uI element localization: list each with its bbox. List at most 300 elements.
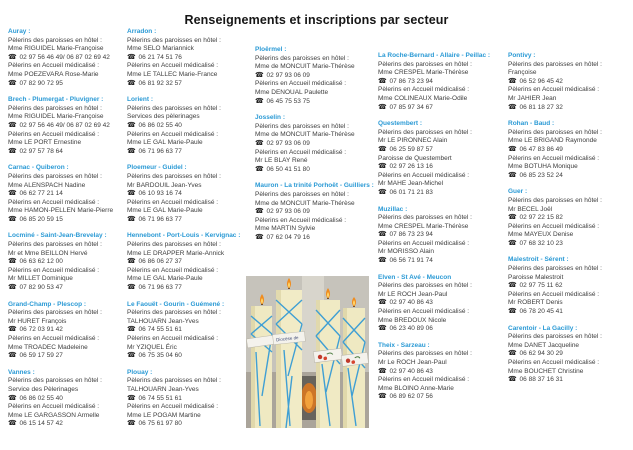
- phone-icon: ☎: [127, 394, 136, 402]
- phone-line: [255, 208, 371, 217]
- info-line: Mme RIGUIDEL Marie-Françoise: [8, 45, 104, 53]
- info-line: Pèlerins des paroisses en hôtel :: [378, 282, 472, 290]
- phone-line: [255, 234, 371, 243]
- info-line: Pèlerins en Accueil médicalisé :: [127, 266, 219, 274]
- phone-number: 06 85 23 52 24: [517, 171, 563, 179]
- info-line: Mme CRESPEL Marie-Thérèse: [378, 222, 469, 230]
- phone-icon: ☎: [8, 79, 17, 87]
- info-line: Pèlerins des paroisses en hôtel :: [127, 172, 221, 180]
- info-line: Pèlerins des paroisses en hôtel :: [8, 309, 102, 317]
- phone-icon: ☎: [508, 308, 517, 316]
- phone-icon: ☎: [255, 233, 264, 241]
- phone-number: 06 86 02 55 40: [17, 394, 63, 402]
- info-line: Pèlerins des paroisses en hôtel :: [378, 60, 472, 68]
- phone-line: [508, 78, 630, 87]
- info-line: Pèlerins en Accueil médicalisé :: [8, 198, 100, 206]
- phone-number: 02 97 57 78 64: [17, 147, 63, 155]
- phone-icon: ☎: [255, 71, 264, 79]
- info-line: Mme BOUCHET Christine: [508, 367, 584, 375]
- info-line: Mr BECEL Joël: [508, 205, 553, 213]
- phone-line: [508, 240, 630, 249]
- phone-line: [378, 368, 503, 377]
- info-line: Mr MILLET Dominique: [8, 275, 73, 283]
- phone-number: 02 97 93 06 09: [264, 208, 310, 216]
- info-line: Pèlerins en Accueil médicalisé :: [8, 266, 100, 274]
- sector-section: [255, 182, 374, 242]
- phone-line: [378, 325, 503, 334]
- sector-heading: Carnac - Quiberon :: [8, 164, 69, 172]
- phone-line: [378, 163, 503, 172]
- sector-section: [8, 232, 124, 292]
- phone-icon: ☎: [378, 231, 387, 239]
- info-line: Pèlerins des paroisses en hôtel :: [8, 104, 102, 112]
- info-line: Mme POEZEVARA Rose-Marie: [8, 70, 99, 78]
- info-line: Pèlerins en Accueil médicalisé :: [8, 403, 100, 411]
- info-line: Mr LE BLAY René: [255, 157, 308, 165]
- info-line: Pèlerins des paroisses en hôtel :: [255, 54, 349, 62]
- info-line: Mme TROADEC Madeleine: [8, 343, 88, 351]
- sector-heading: Lorient :: [127, 96, 153, 104]
- info-line: Mr LE ROCH Jean-Paul: [378, 290, 448, 298]
- info-line: Pèlerins en Accueil médicalisé :: [255, 148, 347, 156]
- phone-number: 06 62 77 21 14: [17, 190, 63, 198]
- candles-photo: [246, 276, 369, 428]
- info-line: Pèlerins en Accueil médicalisé :: [378, 376, 470, 384]
- info-line: Françoise: [508, 69, 537, 77]
- sector-section: [378, 206, 503, 266]
- column-5: [508, 52, 630, 393]
- phone-number: 06 25 59 87 57: [387, 145, 433, 153]
- info-line: Pèlerins des paroisses en hôtel :: [127, 309, 221, 317]
- phone-number: 02 97 26 13 16: [387, 163, 433, 171]
- phone-number: 06 47 83 86 49: [517, 145, 563, 153]
- phone-icon: ☎: [508, 376, 517, 384]
- phone-number: 06 45 75 53 75: [264, 97, 310, 105]
- info-line: Pèlerins en Accueil médicalisé :: [255, 216, 347, 224]
- phone-icon: ☎: [127, 215, 136, 223]
- phone-icon: ☎: [8, 147, 17, 155]
- sector-section: [127, 232, 246, 292]
- phone-line: [255, 72, 371, 81]
- phone-number: 06 74 55 51 61: [136, 394, 182, 402]
- sector-section: [127, 301, 246, 361]
- phone-number: 06 88 37 16 31: [517, 376, 563, 384]
- sector-section: [127, 369, 246, 429]
- phone-number: 06 62 94 30 29: [517, 350, 563, 358]
- sector-heading: Rohan - Baud :: [508, 120, 555, 128]
- phone-icon: ☎: [127, 420, 136, 428]
- sector-section: [255, 114, 371, 174]
- phone-icon: ☎: [508, 103, 517, 111]
- phone-icon: ☎: [8, 420, 17, 428]
- info-line: Pèlerins en Accueil médicalisé :: [508, 359, 600, 366]
- phone-line: [8, 395, 124, 404]
- info-line: Mme de MONCUIT Marie-Thérèse: [255, 63, 355, 71]
- sector-section: [508, 256, 630, 316]
- phone-line: [378, 299, 503, 308]
- phone-icon: ☎: [378, 257, 387, 265]
- info-line: Pèlerins des paroisses en hôtel :: [127, 36, 221, 44]
- phone-line: [8, 326, 124, 335]
- sector-section: [378, 52, 503, 112]
- info-line: TALHOUARN Jean-Yves: [127, 317, 199, 325]
- info-line: Pèlerins en Accueil médicalisé :: [127, 130, 219, 138]
- phone-number: 07 68 32 10 23: [517, 239, 563, 247]
- sector-section: [508, 52, 630, 112]
- phone-line: [8, 122, 124, 131]
- info-line: Mme LE DRAPPER Marie-Annick: [127, 249, 225, 257]
- phone-number: 06 01 71 21 83: [387, 188, 433, 196]
- sector-heading: Josselin :: [255, 114, 285, 122]
- info-line: Mr MORISSO Alain: [378, 248, 434, 256]
- info-line: Mr YZIQUEL Éric: [127, 343, 177, 351]
- phone-number: 06 72 03 91 42: [17, 326, 63, 334]
- sector-section: [508, 120, 630, 180]
- phone-icon: ☎: [127, 147, 136, 155]
- phone-icon: ☎: [8, 258, 17, 266]
- phone-icon: ☎: [378, 163, 387, 171]
- info-line: Mme MAYEUX Denise: [508, 231, 574, 239]
- phone-number: 07 86 73 23 94: [387, 231, 433, 239]
- phone-icon: ☎: [127, 53, 136, 61]
- phone-icon: ☎: [508, 350, 517, 358]
- info-line: Pèlerins des paroisses en hôtel :: [255, 122, 349, 130]
- phone-icon: ☎: [8, 326, 17, 334]
- info-line: Mme LE GAL Marie-Paule: [127, 139, 203, 147]
- phone-line: [127, 284, 246, 293]
- info-line: Pèlerins des paroisses en hôtel :: [8, 377, 102, 385]
- phone-line: [378, 104, 503, 113]
- phone-line: [255, 166, 371, 175]
- phone-icon: ☎: [8, 53, 17, 61]
- info-line: Mme LE TALLEC Marie-France: [127, 70, 218, 78]
- sector-heading: Ploemeur - Guidel :: [127, 164, 187, 172]
- column-1: [8, 28, 124, 437]
- phone-number: 02 97 22 15 82: [517, 214, 563, 222]
- phone-number: 06 81 92 32 57: [136, 79, 182, 87]
- phone-icon: ☎: [378, 77, 387, 85]
- phone-number: 06 15 14 57 42: [17, 420, 63, 428]
- phone-number: 02 97 75 11 62: [517, 282, 563, 290]
- phone-icon: ☎: [8, 190, 17, 198]
- info-line: Mme de MONCUIT Marie-Thérèse: [255, 131, 355, 139]
- column-3: [255, 46, 374, 250]
- phone-number: 06 71 96 63 77: [136, 284, 182, 292]
- phone-line: [127, 80, 246, 89]
- sector-section: [508, 188, 630, 248]
- phone-line: [508, 282, 630, 291]
- phone-line: [8, 420, 124, 429]
- sector-heading: Ploërmel :: [255, 46, 287, 53]
- info-line: Mme MARTIN Sylvie: [255, 225, 316, 233]
- info-line: Pèlerins en Accueil médicalisé :: [378, 171, 470, 179]
- info-line: Pèlerins en Accueil médicalisé :: [508, 290, 600, 298]
- info-line: Mme ALENSPACH Nadine: [8, 181, 86, 189]
- phone-line: [255, 98, 371, 107]
- column-2: [127, 28, 246, 437]
- info-line: Pèlerins en Accueil médicalisé :: [127, 335, 219, 342]
- phone-icon: ☎: [378, 145, 387, 153]
- info-line: Pèlerins des paroisses en hôtel :: [378, 128, 472, 136]
- info-line: Pèlerins en Accueil médicalisé :: [127, 62, 219, 70]
- info-line: Pèlerins des paroisses en hôtel :: [8, 241, 102, 249]
- info-line: Mme CRESPEL Marie-Thérèse: [378, 69, 469, 77]
- phone-line: [508, 350, 630, 359]
- sector-section: [8, 28, 124, 88]
- info-line: Paroisse de Questembert: [378, 154, 452, 162]
- sector-heading: Vannes :: [8, 368, 35, 376]
- info-line: TALHOUARN Jean-Yves: [127, 385, 199, 393]
- info-line: Mme SELO Mariannick: [127, 45, 194, 53]
- phone-number: 07 82 90 72 95: [17, 79, 63, 87]
- info-line: Pèlerins des paroisses en hôtel :: [508, 128, 602, 136]
- phone-number: 06 50 41 51 80: [264, 165, 310, 173]
- phone-line: [127, 420, 246, 429]
- phone-icon: ☎: [127, 258, 136, 266]
- candle-label: Diocèse de: [275, 335, 299, 343]
- phone-line: [127, 54, 246, 63]
- info-line: Paroisse Malestroit: [508, 273, 564, 281]
- info-line: Mr BARDOUIL Jean-Yves: [127, 181, 202, 189]
- sector-heading: Theix - Sarzeau :: [378, 341, 430, 349]
- phone-line: [127, 148, 246, 157]
- sector-heading: Carentoir - La Gacilly :: [508, 324, 578, 332]
- info-line: Mme RIGUIDEL Marie-Françoise: [8, 113, 104, 121]
- phone-number: 06 75 35 04 60: [136, 352, 182, 360]
- info-line: Services des pèlerinages: [127, 113, 200, 121]
- phone-icon: ☎: [255, 208, 264, 216]
- sector-section: [127, 96, 246, 156]
- info-line: Pèlerins en Accueil médicalisé :: [8, 335, 100, 342]
- phone-number: 07 86 73 23 94: [387, 77, 433, 85]
- info-line: Mme BLOINO Anne-Marie: [378, 384, 454, 392]
- info-line: Mme BREDOUX Nicole: [378, 316, 447, 324]
- phone-number: 02 97 93 06 09: [264, 139, 310, 147]
- sector-heading: Brech - Plumergat - Pluvigner :: [8, 96, 104, 104]
- phone-icon: ☎: [8, 352, 17, 360]
- phone-icon: ☎: [127, 190, 136, 198]
- info-line: Pèlerins en Accueil médicalisé :: [8, 62, 100, 70]
- info-line: Pèlerins des paroisses en hôtel :: [378, 214, 472, 222]
- phone-icon: ☎: [8, 394, 17, 402]
- phone-icon: ☎: [508, 282, 517, 290]
- phone-number: 07 85 97 34 67: [387, 103, 433, 111]
- sector-heading: Arradon :: [127, 28, 157, 35]
- info-line: Mme LE POGAM Martine: [127, 411, 201, 419]
- phone-line: [127, 326, 246, 335]
- info-line: Pèlerins des paroisses en hôtel :: [127, 377, 221, 385]
- phone-number: 06 59 17 59 27: [17, 352, 63, 360]
- info-line: Mme DENOUAL Paulette: [255, 88, 329, 96]
- info-line: Mme LE BRIGAND Raymonde: [508, 137, 597, 145]
- phone-icon: ☎: [508, 171, 517, 179]
- info-line: Pèlerins en Accueil médicalisé :: [508, 86, 600, 94]
- info-line: Pèlerins en Accueil médicalisé :: [127, 198, 219, 206]
- sector-heading: Auray :: [8, 28, 31, 35]
- phone-line: [127, 216, 246, 225]
- info-line: Mme LE GAL Marie-Paule: [127, 275, 203, 283]
- phone-line: [8, 284, 124, 293]
- phone-line: [8, 258, 124, 267]
- phone-number: 02 97 93 06 09: [264, 71, 310, 79]
- info-line: Mr et Mme BEILLON Hervé: [8, 249, 88, 257]
- phone-icon: ☎: [127, 121, 136, 129]
- phone-line: [127, 190, 246, 199]
- sector-section: [255, 46, 371, 106]
- sector-section: [8, 96, 124, 156]
- phone-number: 06 71 96 63 77: [136, 147, 182, 155]
- phone-line: [508, 172, 630, 181]
- info-line: Pèlerins en Accueil médicalisé :: [8, 130, 100, 138]
- phone-icon: ☎: [255, 97, 264, 105]
- info-line: Pèlerins en Accueil médicalisé :: [255, 80, 347, 88]
- info-line: Pèlerins des paroisses en hôtel :: [8, 36, 102, 44]
- phone-number: 06 75 61 97 80: [136, 420, 182, 428]
- phone-number: 06 86 06 27 37: [136, 258, 182, 266]
- sector-heading: Hennebont - Port-Louis - Kervignac :: [127, 232, 241, 240]
- phone-number: 07 62 04 79 16: [264, 233, 310, 241]
- phone-line: [8, 352, 124, 361]
- info-line: Mme LE PORT Ernestine: [8, 139, 82, 147]
- info-line: Pèlerins des paroisses en hôtel :: [127, 104, 221, 112]
- info-line: Pèlerins en Accueil médicalisé :: [508, 222, 600, 230]
- phone-number: 06 85 20 59 15: [17, 215, 63, 223]
- info-line: Pèlerins en Accueil médicalisé :: [378, 86, 470, 94]
- candles-photo-graphic: [246, 276, 369, 428]
- phone-line: [508, 376, 630, 385]
- info-line: Mr Le ROCH Jean-Paul: [378, 359, 447, 366]
- sector-section: [8, 369, 124, 429]
- phone-line: [508, 214, 630, 223]
- sector-section: [378, 274, 503, 334]
- phone-icon: ☎: [378, 103, 387, 111]
- phone-line: [255, 140, 371, 149]
- phone-number: 06 78 20 45 41: [517, 308, 563, 316]
- phone-number: 06 81 18 27 32: [517, 103, 563, 111]
- phone-number: 06 56 71 91 74: [387, 257, 433, 265]
- phone-line: [8, 216, 124, 225]
- phone-line: [378, 146, 503, 155]
- sector-section: [508, 325, 630, 385]
- phone-icon: ☎: [378, 188, 387, 196]
- info-line: Pèlerins des paroisses en hôtel :: [508, 265, 602, 273]
- phone-number: 06 21 74 51 76: [136, 53, 182, 61]
- sector-heading: Pontivy :: [508, 52, 536, 59]
- phone-line: [127, 122, 246, 131]
- info-line: Service des Pèlerinages: [8, 385, 79, 393]
- phone-icon: ☎: [378, 299, 387, 307]
- info-line: Pèlerins des paroisses en hôtel :: [508, 196, 602, 204]
- phone-line: [378, 231, 503, 240]
- phone-icon: ☎: [127, 352, 136, 360]
- phone-icon: ☎: [378, 325, 387, 333]
- info-line: Mme BOTUHA Monique: [508, 163, 578, 171]
- sector-heading: Questembert :: [378, 120, 423, 128]
- phone-icon: ☎: [8, 215, 17, 223]
- sector-heading: Plouay :: [127, 368, 153, 376]
- info-line: Pèlerins en Accueil médicalisé :: [378, 239, 470, 247]
- phone-number: 06 71 96 63 77: [136, 215, 182, 223]
- phone-number: 06 23 40 89 06: [387, 325, 433, 333]
- phone-number: 02 97 40 86 43: [387, 299, 433, 307]
- sector-heading: Locminé - Saint-Jean-Brevelay :: [8, 232, 107, 240]
- phone-number: 02 97 56 46 49/ 06 87 02 69 42: [17, 121, 110, 129]
- phone-line: [8, 54, 124, 63]
- phone-line: [127, 352, 246, 361]
- phone-line: [378, 189, 503, 198]
- info-line: Pèlerins des paroisses en hôtel :: [508, 60, 602, 68]
- phone-line: [378, 78, 503, 87]
- sector-heading: Mauron - La trinité Porhoët - Guilliers :: [255, 182, 374, 190]
- phone-number: 02 97 56 46 49/ 06 87 02 69 42: [17, 53, 110, 61]
- phone-number: 06 63 62 12 00: [17, 258, 63, 266]
- info-line: Pèlerins des paroisses en hôtel :: [378, 350, 472, 358]
- info-line: Mr ROBERT Denis: [508, 299, 563, 307]
- phone-line: [508, 104, 630, 113]
- phone-icon: ☎: [8, 121, 17, 129]
- sector-section: [378, 342, 503, 402]
- info-line: Mr MAHE Jean-Michel: [378, 180, 444, 188]
- sector-heading: Guer :: [508, 188, 528, 196]
- sector-section: [127, 164, 246, 224]
- sector-heading: Grand-Champ - Plescop :: [8, 300, 87, 308]
- phone-icon: ☎: [8, 284, 17, 292]
- phone-number: 06 89 62 07 56: [387, 393, 433, 401]
- phone-icon: ☎: [255, 165, 264, 173]
- phone-line: [8, 148, 124, 157]
- phone-icon: ☎: [127, 284, 136, 292]
- info-line: Pèlerins des paroisses en hôtel :: [508, 333, 602, 341]
- sector-heading: Elven - St Avé - Meucon: [378, 273, 452, 281]
- sector-heading: La Roche-Bernard - Allaire - Peillac :: [378, 52, 491, 59]
- info-line: Mr HURET François: [8, 317, 67, 325]
- sector-heading: Malestroit - Sérent :: [508, 256, 569, 264]
- phone-line: [508, 308, 630, 317]
- phone-icon: ☎: [127, 326, 136, 334]
- phone-number: 06 52 96 45 42: [517, 77, 563, 85]
- phone-icon: ☎: [378, 367, 387, 375]
- phone-line: [378, 257, 503, 266]
- phone-number: 06 10 93 16 74: [136, 190, 182, 198]
- sector-section: [378, 120, 503, 197]
- phone-line: [508, 146, 630, 155]
- phone-line: [8, 190, 124, 199]
- sector-section: [8, 164, 124, 224]
- info-line: Pèlerins des paroisses en hôtel :: [127, 241, 221, 249]
- sector-heading: Muzillac :: [378, 205, 408, 213]
- info-line: Mme HAMON-PELLEN Marie-Pierre: [8, 207, 114, 215]
- info-line: Mme LE GARGASSON Armelle: [8, 411, 100, 419]
- info-line: Mme COLINEAUX Marie-Odile: [378, 94, 468, 102]
- phone-icon: ☎: [508, 145, 517, 153]
- info-line: Pèlerins en Accueil médicalisé :: [127, 403, 219, 411]
- sector-section: [8, 301, 124, 361]
- info-line: Mr JAHIER Jean: [508, 94, 557, 102]
- sector-section: [127, 28, 246, 88]
- phone-number: 06 74 55 51 61: [136, 326, 182, 334]
- page-title: Renseignements et inscriptions par secteur: [184, 13, 449, 27]
- phone-number: 02 97 40 86 43: [387, 367, 433, 375]
- phone-line: [127, 258, 246, 267]
- phone-icon: ☎: [508, 214, 517, 222]
- phone-icon: ☎: [508, 239, 517, 247]
- info-line: Mr LE PIRONNEC Alain: [378, 137, 448, 145]
- phone-icon: ☎: [127, 79, 136, 87]
- phone-line: [8, 80, 124, 89]
- info-line: Pèlerins en Accueil médicalisé :: [378, 308, 470, 316]
- info-line: Mme DANET Jacqueline: [508, 341, 580, 349]
- info-line: Mme LE GAL Marie-Paule: [127, 207, 203, 215]
